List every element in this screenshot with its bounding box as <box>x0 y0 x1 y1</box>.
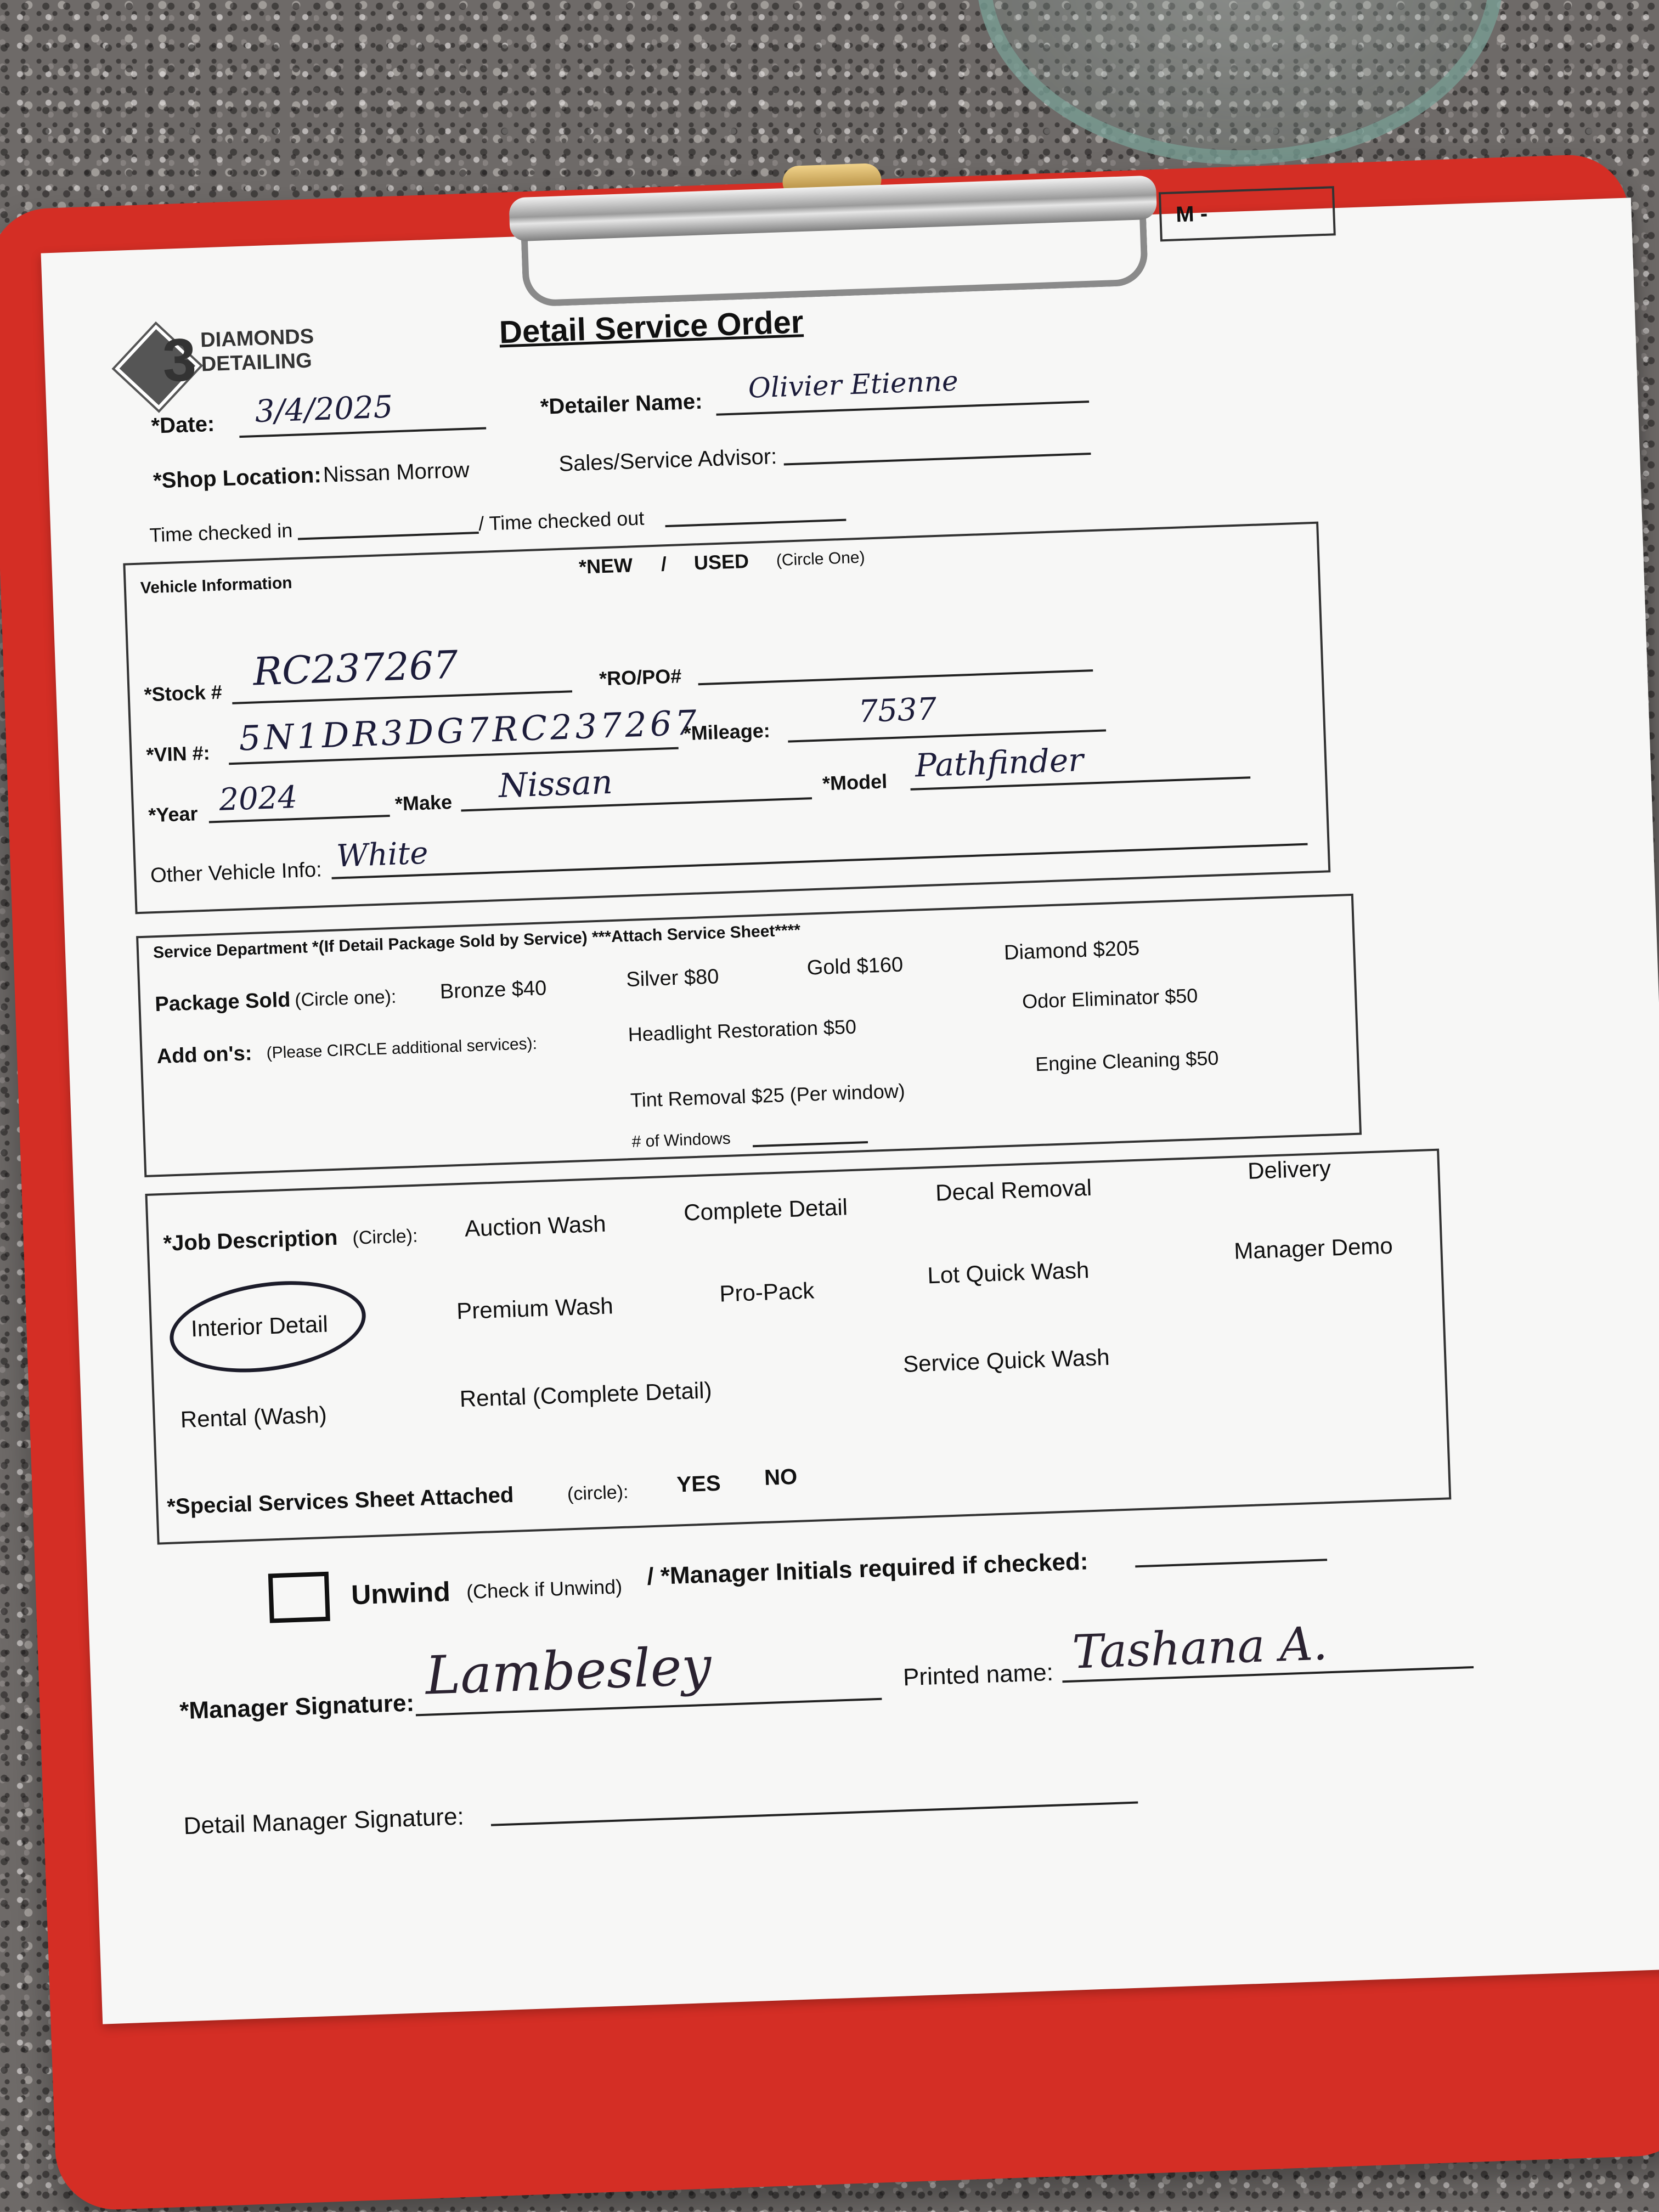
detail-manager-signature-label: Detail Manager Signature: <box>183 1803 465 1840</box>
package-label: Package Sold <box>154 988 291 1017</box>
vin-value[interactable]: 5N1DR3DG7RC237267 <box>238 702 701 759</box>
time-in-label: Time checked in <box>149 518 293 546</box>
logo-number: 3 <box>161 325 198 394</box>
logo-line1: DIAMONDS <box>200 325 314 352</box>
clipboard-clip <box>508 153 1160 318</box>
printed-name-label: Printed name: <box>902 1658 1054 1691</box>
stock-label: *Stock # <box>143 680 223 706</box>
printed-name[interactable]: Tashana A. <box>1071 1616 1329 1679</box>
page-title: Detail Service Order <box>498 304 804 351</box>
service-section-label: Service Department *(If Detail Package Sold by Service) ***Attach Service Sheet**** <box>153 921 801 962</box>
mileage-label: *Mileage: <box>683 719 771 745</box>
used-label[interactable]: USED <box>693 549 749 574</box>
model-label: *Model <box>822 770 888 795</box>
mileage-value[interactable]: 7537 <box>857 691 938 730</box>
date-label: *Date: <box>150 411 215 438</box>
windows-label: # of Windows <box>631 1129 731 1151</box>
year-label: *Year <box>148 802 199 827</box>
package-hint: (Circle one): <box>294 986 397 1011</box>
package-gold[interactable]: Gold $160 <box>806 953 904 980</box>
ro-label: *RO/PO# <box>599 664 682 690</box>
special-yes[interactable]: YES <box>676 1471 721 1497</box>
unwind-hint: (Check if Unwind) <box>466 1575 623 1603</box>
other-info-label: Other Vehicle Info: <box>150 858 323 888</box>
manager-signature-label: *Manager Signature: <box>179 1689 415 1725</box>
job-premium-wash[interactable]: Premium Wash <box>456 1293 614 1324</box>
date-value[interactable]: 3/4/2025 <box>254 389 394 430</box>
addon-engine[interactable]: Engine Cleaning $50 <box>1035 1046 1219 1076</box>
manager-initials-label: / *Manager Initials required if checked: <box>646 1548 1089 1590</box>
package-silver[interactable]: Silver $80 <box>625 965 720 992</box>
unwind-checkbox[interactable] <box>268 1572 330 1623</box>
job-hint: (Circle): <box>352 1225 419 1249</box>
job-rental-wash[interactable]: Rental (Wash) <box>180 1401 328 1432</box>
year-value[interactable]: 2024 <box>218 779 298 818</box>
time-out-line <box>665 519 847 528</box>
other-info-value[interactable]: White <box>336 835 429 874</box>
shop-value: Nissan Morrow <box>323 458 470 487</box>
job-interior-detail[interactable]: Interior Detail <box>190 1311 329 1342</box>
circle-one-hint: (Circle One) <box>776 548 866 570</box>
addon-headlight[interactable]: Headlight Restoration $50 <box>628 1015 857 1046</box>
time-out-label: / Time checked out <box>478 506 645 535</box>
job-pro-pack[interactable]: Pro-Pack <box>719 1277 815 1307</box>
job-label: *Job Description <box>162 1225 338 1256</box>
shop-label: *Shop Location: <box>153 463 322 493</box>
job-complete-detail[interactable]: Complete Detail <box>683 1194 848 1226</box>
special-services-hint: (circle): <box>567 1481 629 1505</box>
detail-service-order-form <box>41 198 1659 2024</box>
glass-bowl <box>977 0 1503 165</box>
addon-tint[interactable]: Tint Removal $25 (Per window) <box>630 1079 906 1112</box>
special-services-label: *Special Services Sheet Attached <box>166 1482 514 1519</box>
stock-value[interactable]: RC237267 <box>252 642 459 695</box>
job-auction-wash[interactable]: Auction Wash <box>464 1210 607 1242</box>
form-id: M - <box>1175 201 1208 227</box>
job-service-quick-wash[interactable]: Service Quick Wash <box>902 1344 1110 1377</box>
job-delivery[interactable]: Delivery <box>1247 1155 1331 1184</box>
special-no[interactable]: NO <box>764 1464 798 1490</box>
advisor-label: Sales/Service Advisor: <box>558 444 777 476</box>
job-manager-demo[interactable]: Manager Demo <box>1233 1232 1393 1264</box>
job-lot-quick-wash[interactable]: Lot Quick Wash <box>927 1257 1090 1289</box>
unwind-label: Unwind <box>351 1576 451 1611</box>
model-value[interactable]: Pathfinder <box>914 741 1084 785</box>
addon-odor[interactable]: Odor Eliminator $50 <box>1022 984 1198 1013</box>
package-diamond[interactable]: Diamond $205 <box>1003 936 1140 965</box>
detailer-value[interactable]: Olivier Etienne <box>747 365 959 404</box>
make-label: *Make <box>394 791 453 815</box>
vin-label: *VIN #: <box>145 741 211 766</box>
advisor-line <box>784 453 1091 466</box>
addons-hint: (Please CIRCLE additional services): <box>266 1034 538 1063</box>
time-in-line <box>298 532 479 540</box>
manager-signature[interactable]: Lambesley <box>424 1635 713 1707</box>
manager-initials-line <box>1135 1559 1327 1567</box>
job-rental-complete-detail[interactable]: Rental (Complete Detail) <box>459 1377 713 1412</box>
logo-line2: DETAILING <box>201 349 313 376</box>
addons-label: Add on's: <box>156 1042 253 1069</box>
vehicle-section-label: Vehicle Information <box>140 573 293 597</box>
package-bronze[interactable]: Bronze $40 <box>439 977 547 1004</box>
detailer-label: *Detailer Name: <box>540 389 703 419</box>
new-label[interactable]: *NEW <box>578 554 633 578</box>
make-value[interactable]: Nissan <box>498 763 613 806</box>
slash: / <box>661 552 667 575</box>
job-decal-removal[interactable]: Decal Removal <box>935 1174 1092 1206</box>
detail-manager-signature-line <box>491 1802 1138 1826</box>
